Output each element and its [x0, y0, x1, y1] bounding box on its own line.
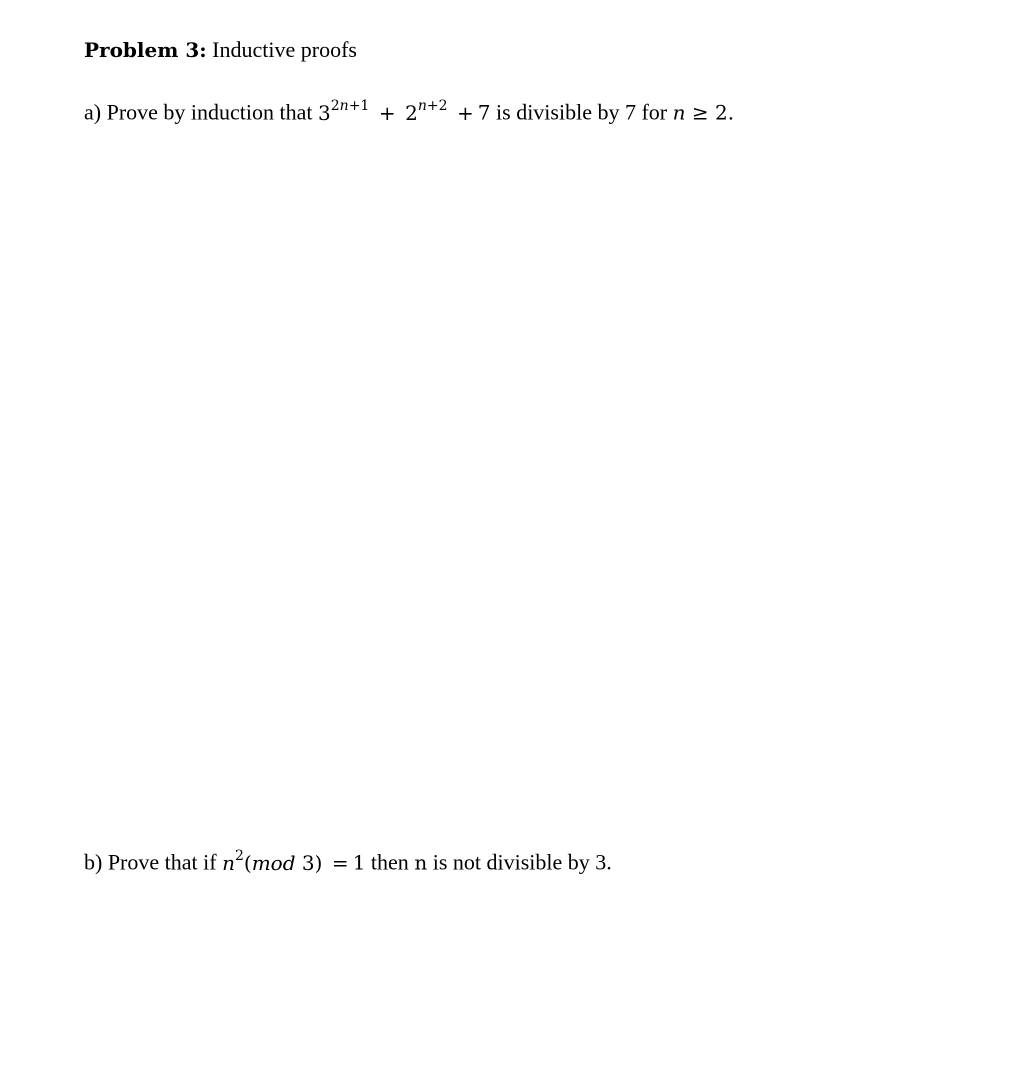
term-3-power: $3^{2n+1}$: [318, 98, 370, 125]
question-b: [84, 844, 612, 877]
equals-sign: =: [331, 850, 349, 875]
then-word: then: [370, 849, 409, 875]
problem-label: Problem 3:: [84, 38, 207, 62]
term-2-power: $2^{n+2}$: [405, 98, 448, 125]
question-a: [84, 94, 734, 127]
question-a-middle: is divisible by 7 for: [496, 99, 668, 125]
problem-title: Inductive proofs: [212, 37, 357, 62]
variable-n: n: [414, 850, 428, 875]
one-value: 1: [352, 850, 366, 875]
question-a-prefix: a) Prove by induction that: [84, 99, 313, 125]
mod-expression: $n^2(mod$ 3): [222, 848, 323, 875]
plus-sign: +: [378, 100, 396, 125]
question-b-prefix: b) Prove that if: [84, 849, 217, 875]
problem-heading: [84, 36, 357, 64]
plus-sign: +: [457, 100, 474, 125]
question-b-suffix: is not divisible by 3.: [432, 849, 612, 875]
constant-term: 7: [477, 100, 491, 125]
condition: n ≥ 2.: [672, 100, 735, 125]
